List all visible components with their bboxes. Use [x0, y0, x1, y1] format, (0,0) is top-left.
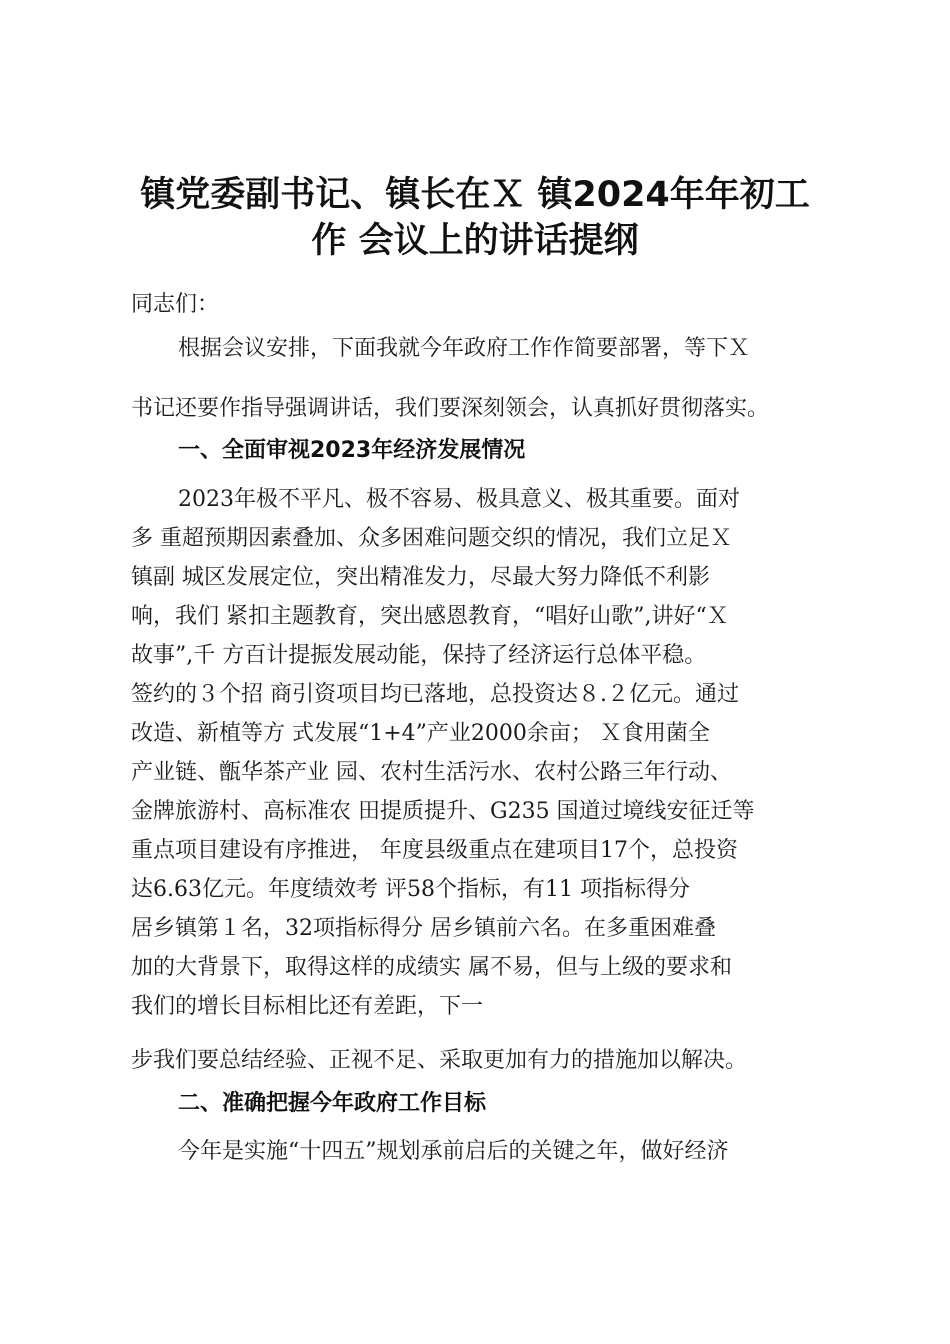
- section-1-line: 我们的增长目标相比还有差距，下一: [131, 994, 484, 1019]
- intro-line-2: 书记还要作指导强调讲话，我们要深刻领会，认真抓好贯彻落实。: [131, 396, 770, 421]
- section-1-line: 改造、新植等方 式发展“1+4”产业2000余亩； Ｘ食用菌全: [131, 721, 710, 746]
- document-title-line-2: 作 会议上的讲话提纲: [311, 221, 639, 261]
- section-1-line: 签约的３个招 商引资项目均已落地，总投资达８.２亿元。通过: [131, 682, 739, 707]
- section-1-line: 达6.63亿元。年度绩效考 评58个指标，有11 项指标得分: [131, 877, 690, 902]
- section-1-line: 产业链、甑华茶产业 园、农村生活污水、农村公路三年行动、: [131, 760, 732, 785]
- salutation: 同志们：: [131, 292, 220, 317]
- document-title-line-1: 镇党委副书记、镇长在Ｘ 镇2024年年初工: [140, 175, 810, 215]
- section-2-line: 今年是实施“十四五”规划承前启后的关键之年，做好经济: [178, 1139, 729, 1164]
- section-1-line: 响，我们 紧扣主题教育，突出感恩教育，“唱好山歌”,讲好“Ｘ: [131, 604, 729, 629]
- section-1-line: 居乡镇第１名，32项指标得分 居乡镇前六名。在多重困难叠: [131, 916, 716, 941]
- section-1-line: 金牌旅游村、高标准农 田提质提升、G235 国道过境线安征迁等: [131, 799, 755, 824]
- intro-line-1: 根据会议安排，下面我就今年政府工作作简要部署，等下Ｘ: [178, 336, 751, 361]
- section-1-line: 步我们要总结经验、正视不足、采取更加有力的措施加以解决。: [131, 1048, 748, 1073]
- section-1-line: 加的大背景下，取得这样的成绩实 属不易，但与上级的要求和: [131, 955, 732, 980]
- section-2-heading: 二、准确把握今年政府工作目标: [178, 1091, 487, 1116]
- section-1-line: 镇副 城区发展定位，突出精准发力，尽最大努力降低不利影: [131, 565, 710, 590]
- section-1-line: 重点项目建设有序推进， 年度县级重点在建项目17个，总投资: [131, 838, 738, 863]
- section-1-heading: 一、全面审视2023年经济发展情况: [178, 438, 526, 463]
- section-1-line: 2023年极不平凡、极不容易、极具意义、极其重要。面对: [178, 487, 740, 512]
- section-1-line: 故事”,千 方百计提振发展动能，保持了经济运行总体平稳。: [131, 643, 707, 668]
- section-1-line: 多 重超预期因素叠加、众多困难问题交织的情况，我们立足Ｘ: [131, 526, 732, 551]
